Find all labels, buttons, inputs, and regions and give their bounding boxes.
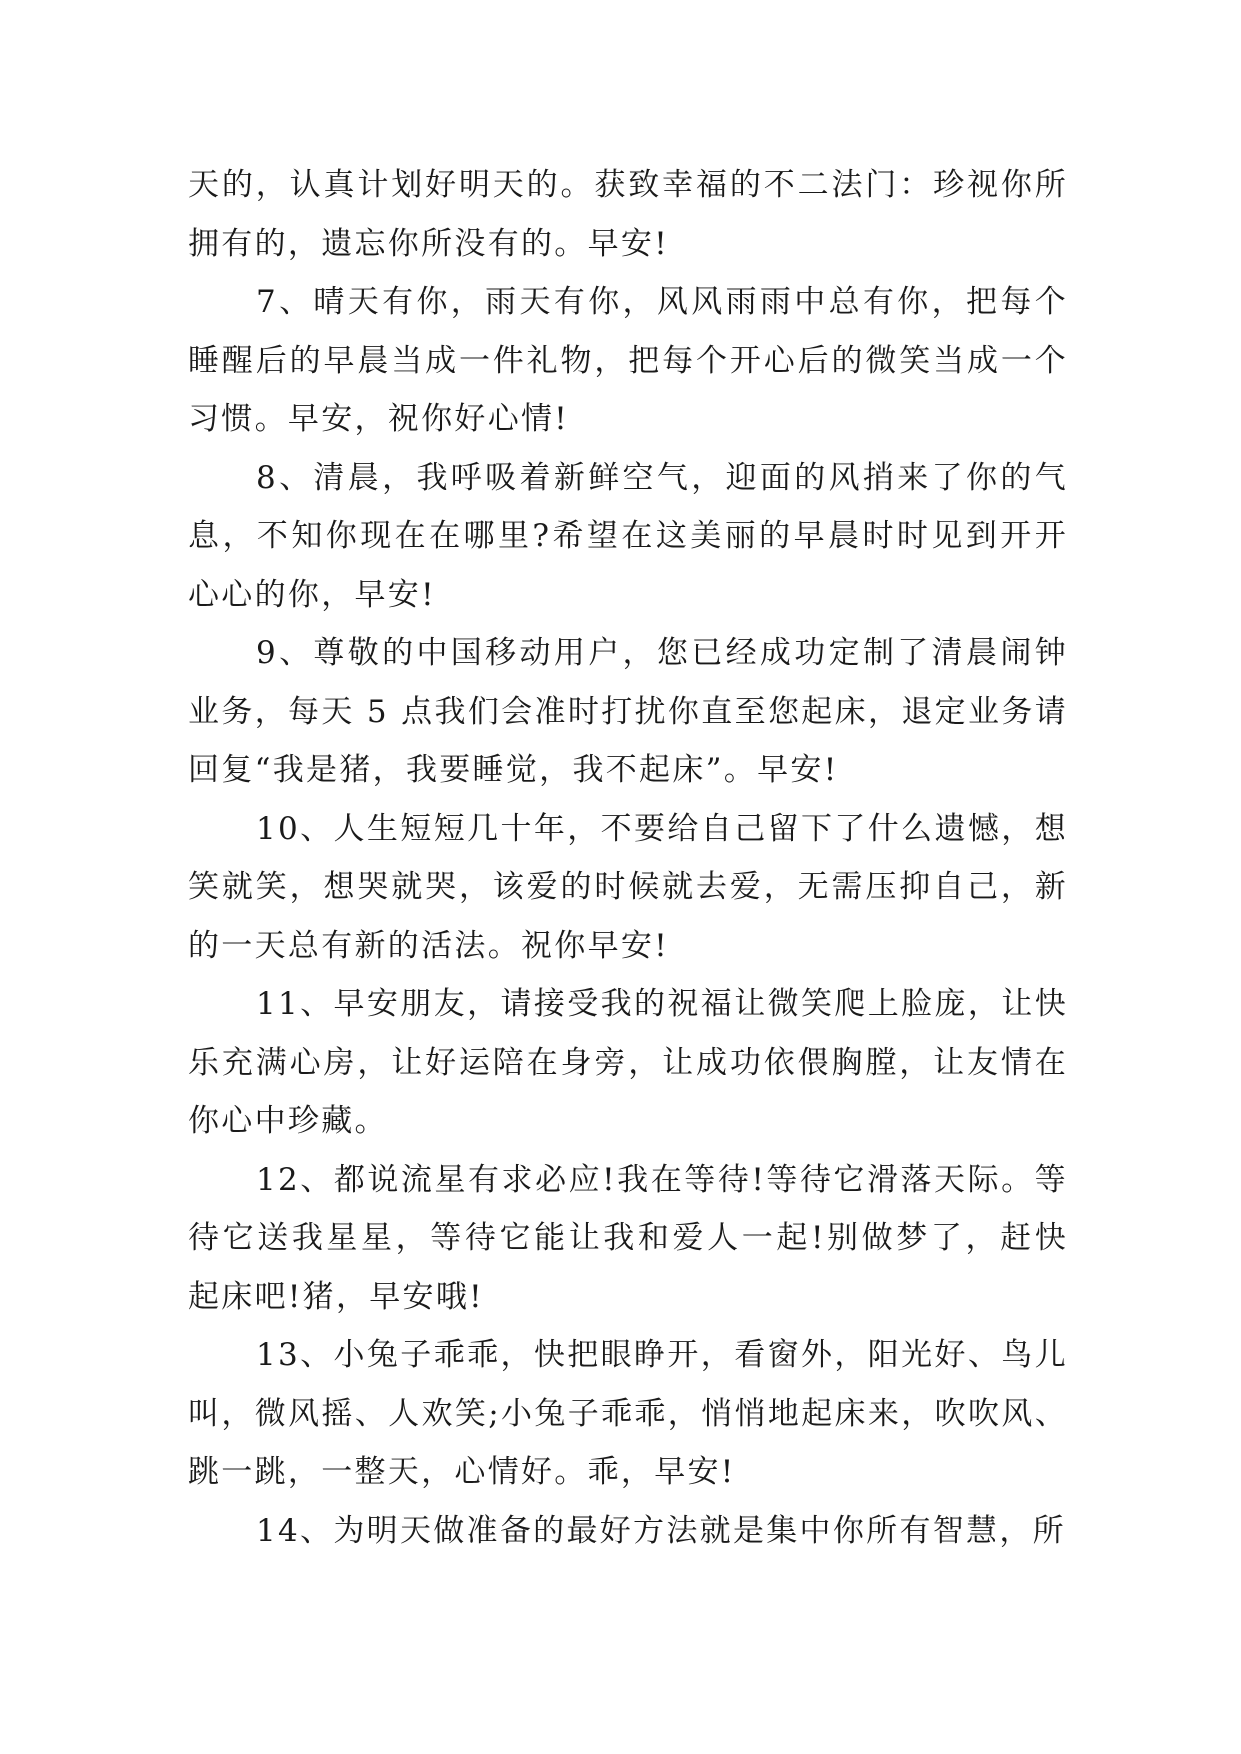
paragraph-11: 11、早安朋友，请接受我的祝福让微笑爬上脸庞，让快乐充满心房，让好运陪在身旁，让成功依偎胸膛，让友情在你心中珍藏。 xyxy=(188,986,1068,1139)
paragraph-12: 12、都说流星有求必应!我在等待!等待它滑落天际。等待它送我星星，等待它能让我和爱人一起!别做梦了，赶快起床吧!猪，早安哦! xyxy=(188,1161,1068,1315)
paragraph-8: 8、清晨，我呼吸着新鲜空气，迎面的风捎来了你的气息，不知你现在在哪里?希望在这美丽的早晨时时见到开开心心的你，早安! xyxy=(188,459,1068,613)
paragraph-9: 9、尊敬的中国移动用户，您已经成功定制了清晨闹钟业务，每天 5 点我们会准时打扰你直至您起床，退定业务请回复“我是猪，我要睡觉，我不起床”。早安! xyxy=(188,635,1068,788)
paragraph-7: 7、晴天有你，雨天有你，风风雨雨中总有你，把每个睡醒后的早晨当成一件礼物，把每个开心后的微笑当成一个习惯。早安，祝你好心情! xyxy=(188,284,1068,437)
paragraph-14: 14、为明天做准备的最好方法就是集中你所有智慧，所 xyxy=(256,1512,1066,1549)
paragraph-continued: 天的，认真计划好明天的。获致幸福的不二法门：珍视你所拥有的，遗忘你所没有的。早安! xyxy=(188,167,1068,262)
paragraph-13: 13、小兔子乖乖，快把眼睁开，看窗外，阳光好、鸟儿叫，微风摇、人欢笑;小兔子乖乖，悄悄地起床来，吹吹风、跳一跳，一整天，心情好。乖，早安! xyxy=(188,1337,1068,1490)
document-body xyxy=(188,156,1068,1560)
paragraph-10: 10、人生短短几十年，不要给自己留下了什么遗憾，想笑就笑，想哭就哭，该爱的时候就去爱，无需压抑自己，新的一天总有新的活法。祝你早安! xyxy=(188,810,1068,964)
